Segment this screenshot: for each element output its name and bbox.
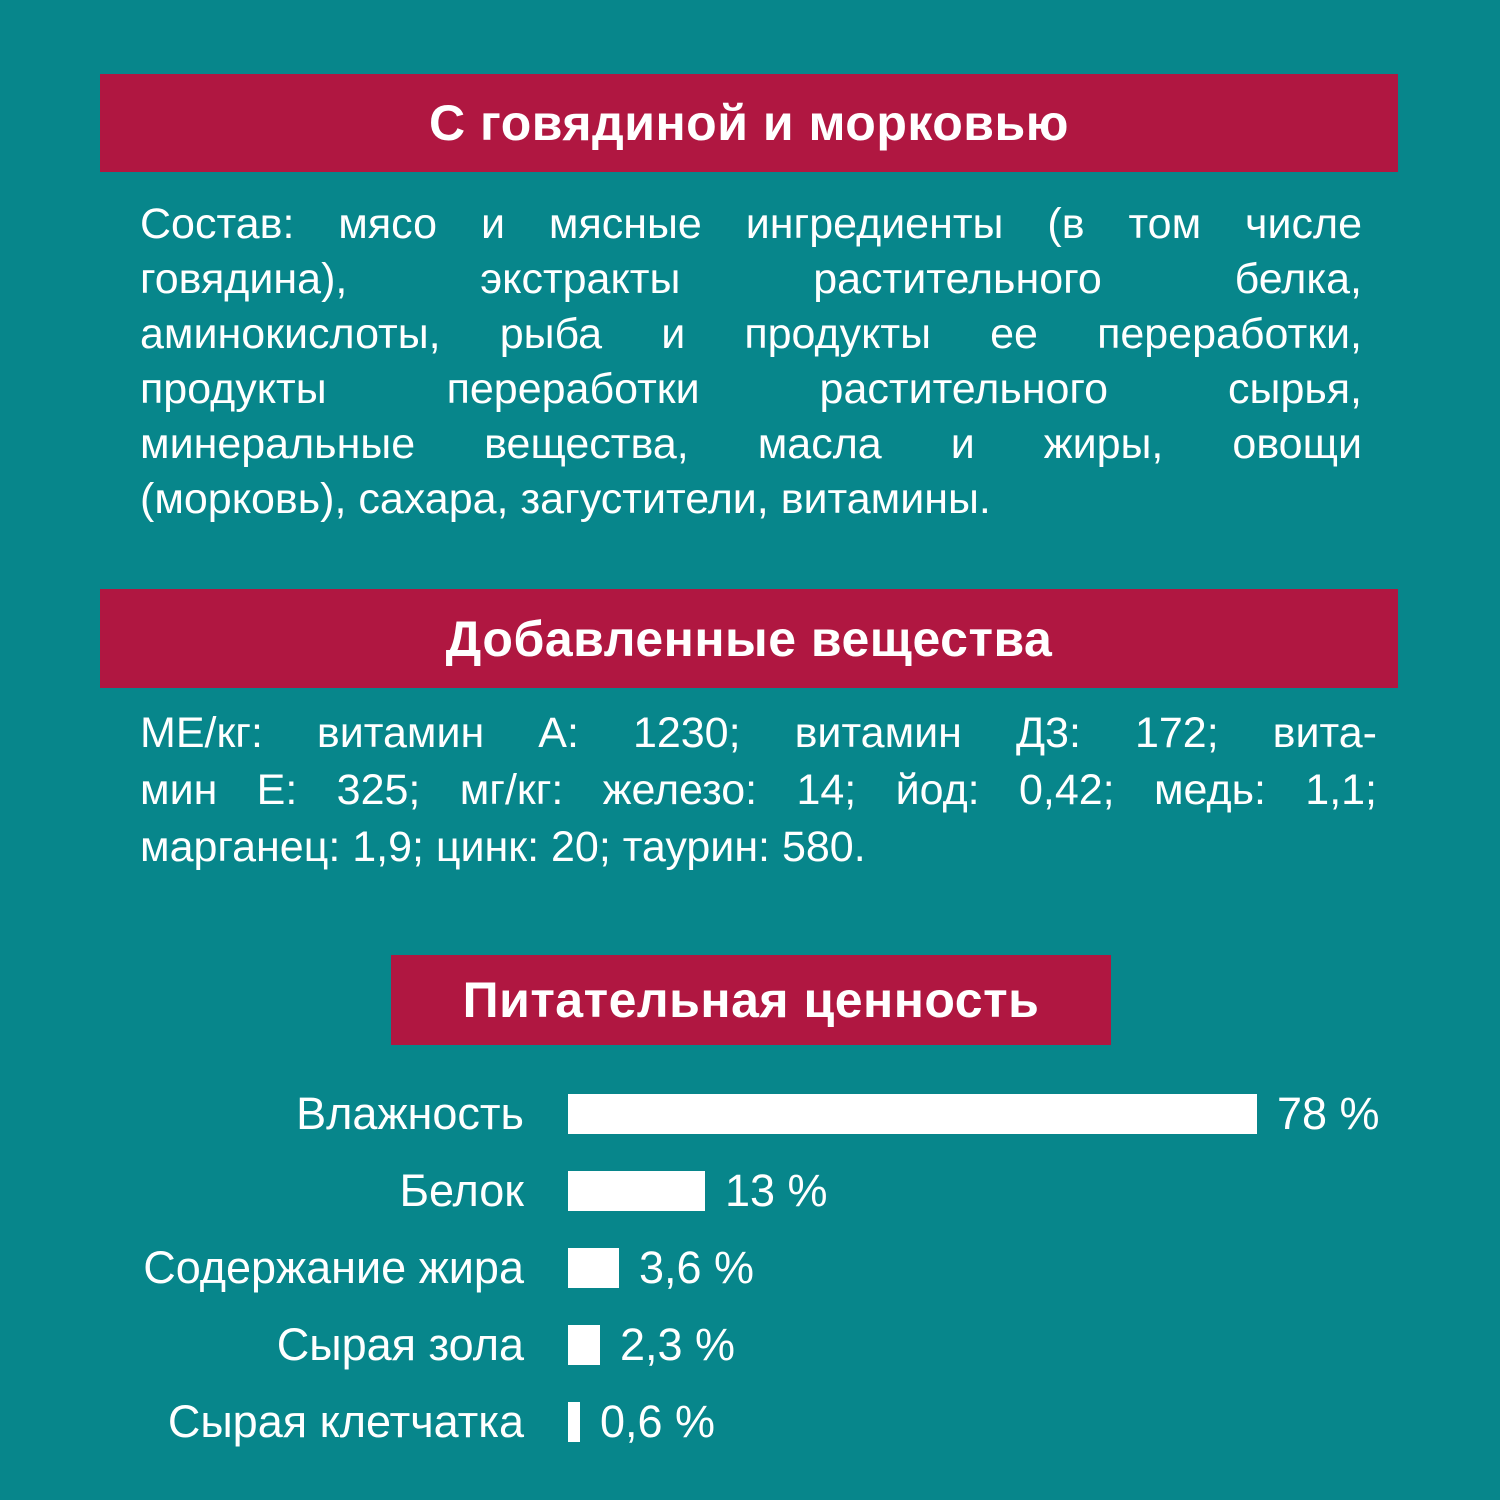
additives-banner (100, 589, 1398, 688)
chart-row-label: Содержание жира (143, 1242, 524, 1293)
chart-row-label: Влажность (296, 1088, 524, 1139)
text-line: аминокислоты, рыба и продукты ее переработки, (140, 310, 1362, 358)
chart-row (0, 1319, 1500, 1370)
additives-banner-title: Добавленные вещества (445, 610, 1053, 667)
chart-row-value: 3,6 % (639, 1242, 755, 1293)
chart-row (0, 1396, 1500, 1447)
chart-row-value: 13 % (725, 1165, 828, 1216)
chart-row (0, 1088, 1500, 1139)
text-line: продукты переработки растительного сырья, (140, 365, 1362, 413)
chart-bar (568, 1325, 600, 1365)
nutrition-banner-title: Питательная ценность (462, 972, 1040, 1028)
text-line: минеральные вещества, масла и жиры, овощи (140, 420, 1362, 468)
text-line: марганец: 1,9; цинк: 20; таурин: 580. (140, 823, 866, 871)
chart-bar (568, 1171, 705, 1211)
text-line: (морковь), сахара, загустители, витамины. (140, 475, 991, 523)
chart-row-value: 2,3 % (620, 1319, 736, 1370)
chart-bar (568, 1402, 580, 1442)
text-line: МЕ/кг: витамин А: 1230; витамин Д3: 172; вита- (140, 709, 1377, 757)
chart-row (0, 1242, 1500, 1293)
text-line: мин Е: 325; мг/кг: железо: 14; йод: 0,42; медь: 1,1; (140, 766, 1377, 814)
nutrition-banner (391, 955, 1111, 1045)
text-line: Состав: мясо и мясные ингредиенты (в том числе (140, 200, 1362, 248)
text-line: говядина), экстракты растительного белка, (140, 255, 1362, 303)
flavor-banner-title: С говядиной и морковью (429, 95, 1069, 151)
composition-text (140, 197, 1362, 527)
chart-row-label: Белок (399, 1165, 524, 1216)
flavor-banner (100, 74, 1398, 172)
chart-row-label: Сырая зола (276, 1319, 524, 1370)
chart-bar (568, 1248, 619, 1288)
chart-bar (568, 1094, 1257, 1134)
chart-row-label: Сырая клетчатка (167, 1396, 524, 1447)
chart-row-value: 0,6 % (600, 1396, 716, 1447)
chart-row-value: 78 % (1277, 1088, 1380, 1139)
additives-text (140, 705, 1377, 876)
chart-row (0, 1165, 1500, 1216)
nutrition-bar-chart (0, 1088, 1500, 1479)
